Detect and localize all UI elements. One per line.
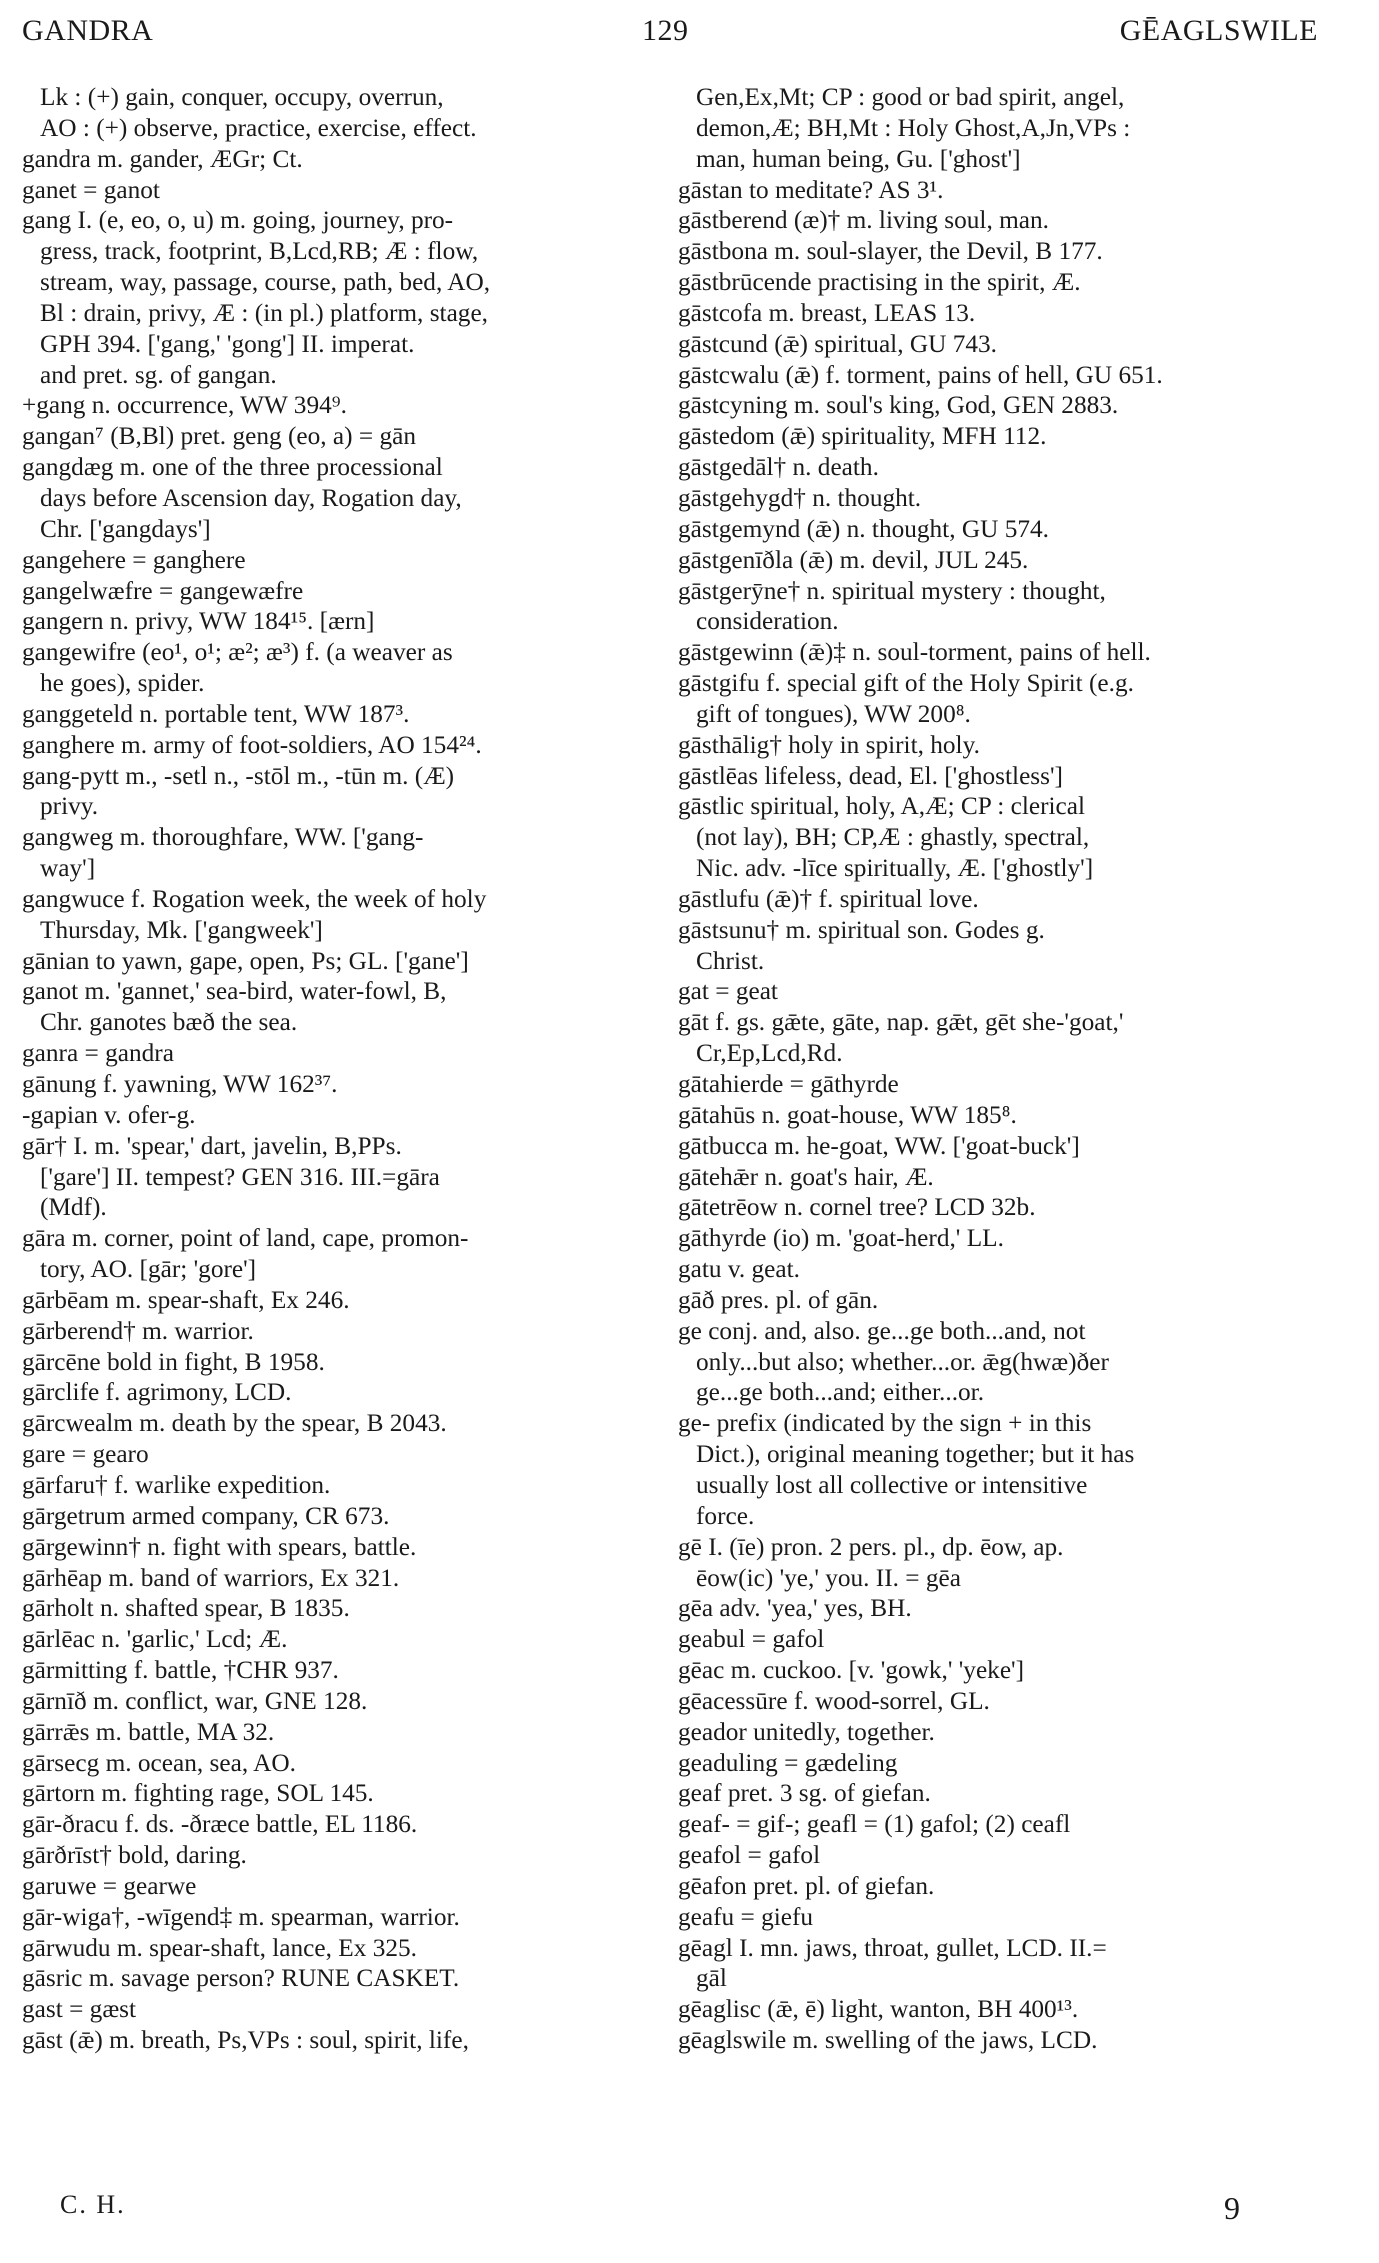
dictionary-line: GPH 394. ['gang,' 'gong'] II. imperat. — [40, 329, 415, 358]
dictionary-line: gāstgerȳne† n. spiritual mystery : thought, — [678, 576, 1106, 605]
dictionary-line: gātbucca m. he-goat, WW. ['goat-buck'] — [678, 1131, 1080, 1160]
dictionary-line: gāstgemynd (ǣ) n. thought, GU 574. — [678, 514, 1049, 543]
dictionary-line: gāl — [696, 1964, 727, 1993]
dictionary-line: gāstcwalu (ǣ) f. torment, pains of hell, GU 651. — [678, 360, 1163, 389]
dictionary-line: gārclife f. agrimony, LCD. — [22, 1378, 292, 1407]
dictionary-line: garuwe = gearwe — [22, 1871, 197, 1900]
dictionary-line: (not lay), BH; CP,Æ : ghastly, spectral, — [696, 823, 1090, 852]
dictionary-line: gārtorn m. fighting rage, SOL 145. — [22, 1779, 374, 1808]
dictionary-line: gārnīð m. conflict, war, GNE 128. — [22, 1686, 368, 1715]
dictionary-line: gārðrīst† bold, daring. — [22, 1841, 247, 1870]
dictionary-line: gangelwæfre = gangewæfre — [22, 576, 304, 605]
dictionary-line: Lk : (+) gain, conquer, occupy, overrun, — [40, 83, 444, 111]
dictionary-line: gēacessūre f. wood-sorrel, GL. — [678, 1686, 990, 1715]
dictionary-line: gātetrēow n. cornel tree? LCD 32b. — [678, 1193, 1036, 1222]
dictionary-line: gātahierde = gāthyrde — [678, 1070, 899, 1098]
dictionary-line: gāstgehygd† n. thought. — [678, 483, 922, 512]
dictionary-line: and pret. sg. of gangan. — [40, 360, 277, 389]
dictionary-line: gārfaru† f. warlike expedition. — [22, 1470, 331, 1499]
dictionary-line: he goes), spider. — [40, 669, 205, 698]
dictionary-line: ganot m. 'gannet,' sea-bird, water-fowl, B, — [22, 977, 447, 1006]
dictionary-line: gāstedom (ǣ) spirituality, MFH 112. — [678, 422, 1047, 451]
dictionary-line: gangdæg m. one of the three processional — [22, 453, 443, 482]
dictionary-line: geaf- = gif-; geafl = (1) gafol; (2) ceafl — [678, 1810, 1071, 1839]
dictionary-line: Dict.), original meaning together; but it has — [696, 1440, 1135, 1469]
dictionary-line: tory, AO. [gār; 'gore'] — [40, 1255, 257, 1284]
dictionary-line: gangweg m. thoroughfare, WW. ['gang- — [22, 823, 424, 852]
dictionary-line: gāstcund (ǣ) spiritual, GU 743. — [678, 329, 997, 358]
dictionary-line: Cr,Ep,Lcd,Rd. — [696, 1039, 843, 1068]
dictionary-line: gārbēam m. spear-shaft, Ex 246. — [22, 1285, 350, 1314]
dictionary-line: gāsthālig† holy in spirit, holy. — [678, 730, 980, 759]
page-footer — [60, 2190, 1240, 2230]
dictionary-line: Christ. — [696, 946, 765, 975]
dictionary-line: ['gare'] II. tempest? GEN 316. III.=gāra — [40, 1162, 440, 1191]
dictionary-line: gārcēne bold in fight, B 1958. — [22, 1347, 325, 1376]
dictionary-line: gē I. (īe) pron. 2 pers. pl., dp. ēow, ap. — [678, 1532, 1064, 1561]
dictionary-line: gānian to yawn, gape, open, Ps; GL. ['gane'] — [22, 946, 469, 975]
dictionary-line: ganghere m. army of foot-soldiers, AO 154²⁴. — [22, 730, 482, 759]
dictionary-line: gāstcyning m. soul's king, God, GEN 2883. — [678, 391, 1119, 420]
dictionary-line: -gapian v. ofer-g. — [22, 1100, 196, 1129]
dictionary-line: geafu = giefu — [678, 1902, 814, 1931]
dictionary-line: gāstgifu f. special gift of the Holy Spirit (e.g. — [678, 669, 1134, 698]
dictionary-line: way'] — [40, 854, 96, 883]
dictionary-line: gāstbona m. soul-slayer, the Devil, B 177. — [678, 237, 1103, 266]
dictionary-line: gāstan to meditate? AS 3¹. — [678, 175, 944, 204]
dictionary-line: force. — [696, 1501, 755, 1530]
dictionary-line: privy. — [40, 792, 99, 821]
dictionary-line: gāstberend (æ)† m. living soul, man. — [678, 206, 1049, 235]
dictionary-line: gār-wiga†, -wīgend‡ m. spearman, warrior. — [22, 1902, 460, 1931]
dictionary-line: gārmitting f. battle, †CHR 937. — [22, 1656, 339, 1685]
dictionary-line: gēa adv. 'yea,' yes, BH. — [678, 1594, 912, 1623]
dictionary-line: gangwuce f. Rogation week, the week of holy — [22, 884, 487, 913]
dictionary-line: gast = gæst — [22, 1995, 137, 2024]
dictionary-line: gāthyrde (io) m. 'goat-herd,' LL. — [678, 1224, 1004, 1253]
dictionary-line: gift of tongues), WW 200⁸. — [696, 699, 971, 728]
dictionary-line: gānung f. yawning, WW 162³⁷. — [22, 1070, 338, 1098]
dictionary-line: ge...ge both...and; either...or. — [696, 1378, 985, 1407]
dictionary-line: gangan⁷ (B,Bl) pret. geng (eo, a) = gān — [22, 422, 416, 451]
dictionary-line: +gang n. occurrence, WW 394⁹. — [22, 391, 347, 420]
dictionary-line: usually lost all collective or intensitive — [696, 1470, 1088, 1499]
dictionary-line: ge conj. and, also. ge...ge both...and, not — [678, 1316, 1086, 1345]
dictionary-line: gāst (ǣ) m. breath, Ps,VPs : soul, spirit, life, — [22, 2026, 469, 2055]
dictionary-line: gandra m. gander, ÆGr; Ct. — [22, 144, 303, 173]
dictionary-line: gangern n. privy, WW 184¹⁵. [ærn] — [22, 607, 375, 636]
dictionary-line: gāsric m. savage person? RUNE CASKET. — [22, 1964, 460, 1993]
dictionary-line: days before Ascension day, Rogation day, — [40, 483, 462, 512]
dictionary-line: gāra m. corner, point of land, cape, promon- — [22, 1224, 469, 1253]
dictionary-line: ganet = ganot — [22, 175, 160, 204]
dictionary-line: gat = geat — [678, 977, 778, 1006]
dictionary-line: ēow(ic) 'ye,' you. II. = gēa — [696, 1563, 961, 1592]
dictionary-line: gatu v. geat. — [678, 1255, 800, 1284]
dictionary-line: only...but also; whether...or. ǣg(hwæ)ðer — [696, 1347, 1109, 1376]
dictionary-line: Bl : drain, privy, Æ : (in pl.) platform, stage, — [40, 298, 489, 327]
dictionary-line: geador unitedly, together. — [678, 1717, 935, 1746]
dictionary-line: gang-pytt m., -setl n., -stōl m., -tūn m. (Æ) — [22, 761, 455, 790]
dictionary-line: consideration. — [696, 607, 839, 636]
dictionary-line: geaduling = gædeling — [678, 1748, 898, 1777]
dictionary-line: gāstlufu (ǣ)† f. spiritual love. — [678, 884, 979, 913]
dictionary-line: gēaglswile m. swelling of the jaws, LCD. — [678, 2026, 1098, 2055]
dictionary-line: gārlēac n. 'garlic,' Lcd; Æ. — [22, 1625, 288, 1654]
dictionary-line: gārgetrum armed company, CR 673. — [22, 1501, 390, 1530]
dictionary-line: gāt f. gs. gǣte, gāte, nap. gǣt, gēt she-'goat,' — [678, 1008, 1124, 1037]
dictionary-line: gāstsunu† m. spiritual son. Godes g. — [678, 915, 1045, 944]
dictionary-line: gārgewinn† n. fight with spears, battle. — [22, 1532, 417, 1561]
dictionary-line: man, human being, Gu. ['ghost'] — [696, 144, 1021, 173]
dictionary-line: gārhēap m. band of warriors, Ex 321. — [22, 1563, 400, 1592]
dictionary-line: AO : (+) observe, practice, exercise, effect. — [40, 113, 477, 142]
dictionary-line: gāstgedāl† n. death. — [678, 453, 879, 482]
dictionary-line: gārsecg m. ocean, sea, AO. — [22, 1748, 296, 1777]
dictionary-line: gārrǣs m. battle, MA 32. — [22, 1717, 275, 1746]
dictionary-line: gāstlēas lifeless, dead, El. ['ghostless'] — [678, 761, 1063, 790]
dictionary-line: gāstcofa m. breast, LEAS 13. — [678, 298, 976, 327]
dictionary-line: ganggeteld n. portable tent, WW 187³. — [22, 699, 410, 728]
dictionary-line: gārcwealm m. death by the spear, B 2043. — [22, 1409, 447, 1438]
sheet-number: 9 — [1224, 2190, 1240, 2226]
dictionary-line: (Mdf). — [40, 1193, 107, 1222]
dictionary-line: Gen,Ex,Mt; CP : good or bad spirit, angel, — [696, 83, 1125, 111]
dictionary-line: gangehere = ganghere — [22, 545, 246, 574]
dictionary-line: gēaglisc (ǣ, ē) light, wanton, BH 400¹³. — [678, 1995, 1079, 2024]
dictionary-line: ge- prefix (indicated by the sign + in this — [678, 1409, 1092, 1438]
dictionary-line: gāstlic spiritual, holy, A,Æ; CP : clerical — [678, 792, 1086, 821]
header-last-headword: GĒAGLSWILE — [1119, 14, 1318, 47]
dictionary-line: Nic. adv. -līce spiritually, Æ. ['ghostly'] — [696, 854, 1094, 883]
printer-signature: C. H. — [60, 2190, 126, 2219]
dictionary-line: gātehǣr n. goat's hair, Æ. — [678, 1162, 934, 1191]
dictionary-line: Chr. ['gangdays'] — [40, 514, 211, 543]
left-column — [22, 82, 662, 2056]
dictionary-line: gēac m. cuckoo. [v. 'gowk,' 'yeke'] — [678, 1656, 1025, 1685]
dictionary-line: gangewifre (eo¹, o¹; æ²; æ³) f. (a weaver as — [22, 638, 453, 667]
dictionary-line: geafol = gafol — [678, 1841, 821, 1870]
dictionary-line: Thursday, Mk. ['gangweek'] — [40, 915, 323, 944]
dictionary-line: gāstbrūcende practising in the spirit, Æ. — [678, 268, 1081, 297]
page-number: 129 — [642, 14, 689, 47]
dictionary-line: gārberend† m. warrior. — [22, 1316, 254, 1345]
dictionary-line: gārholt n. shafted spear, B 1835. — [22, 1594, 350, 1623]
right-column — [678, 82, 1318, 2056]
dictionary-line: gare = gearo — [22, 1440, 149, 1469]
dictionary-line: gār† I. m. 'spear,' dart, javelin, B,PPs. — [22, 1131, 402, 1160]
dictionary-line: gātahūs n. goat-house, WW 185⁸. — [678, 1100, 1017, 1129]
dictionary-line: Chr. ganotes bæð the sea. — [40, 1008, 298, 1037]
dictionary-line: geaf pret. 3 sg. of giefan. — [678, 1779, 931, 1808]
dictionary-line: gēagl I. mn. jaws, throat, gullet, LCD. II.= — [678, 1933, 1107, 1962]
dictionary-line: gress, track, footprint, B,Lcd,RB; Æ : flow, — [40, 237, 479, 266]
dictionary-line: geabul = gafol — [678, 1625, 825, 1654]
dictionary-line: stream, way, passage, course, path, bed, AO, — [40, 268, 491, 297]
dictionary-line: gār-ðracu f. ds. -ðræce battle, EL 1186. — [22, 1810, 418, 1839]
dictionary-line: gārwudu m. spear-shaft, lance, Ex 325. — [22, 1933, 417, 1962]
dictionary-line: gēafon pret. pl. of giefan. — [678, 1871, 935, 1900]
dictionary-line: gāstgewinn (ǣ)‡ n. soul-torment, pains of hell. — [678, 638, 1151, 667]
dictionary-line: gāstgenīðla (ǣ) m. devil, JUL 245. — [678, 545, 1029, 574]
running-header — [22, 14, 1318, 60]
header-first-headword: GANDRA — [22, 14, 154, 47]
dictionary-line: gang I. (e, eo, o, u) m. going, journey, pro- — [22, 206, 454, 235]
dictionary-line: gāð pres. pl. of gān. — [678, 1285, 879, 1314]
dictionary-line: ganra = gandra — [22, 1039, 174, 1068]
dictionary-line: demon,Æ; BH,Mt : Holy Ghost,A,Jn,VPs : — [696, 113, 1131, 142]
